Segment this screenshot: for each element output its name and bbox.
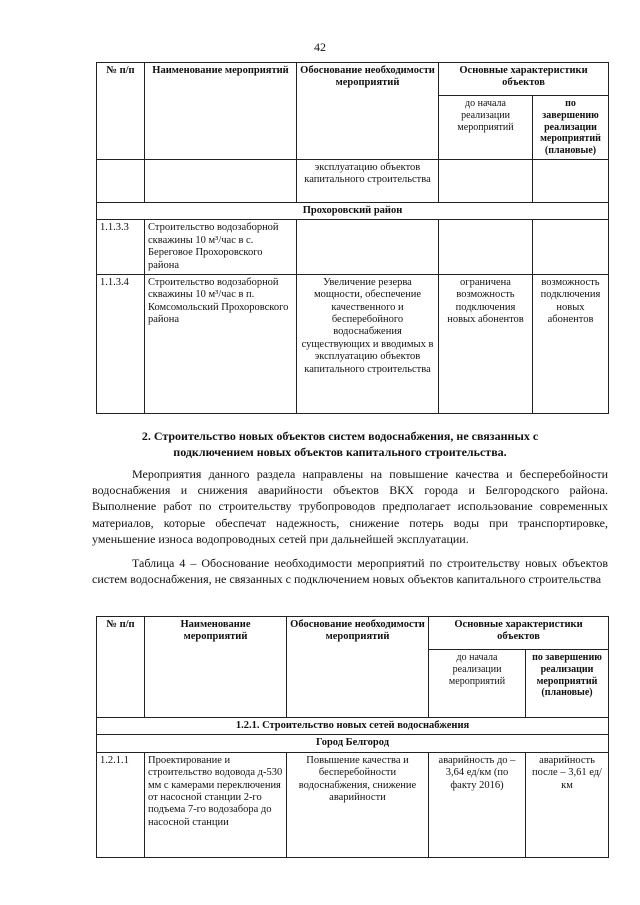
section-row <box>97 718 609 735</box>
table-4 <box>96 616 609 858</box>
header-before: до начала реализации мероприятий <box>439 96 533 160</box>
page-number: 42 <box>314 40 326 54</box>
header-after: по завершению реализации мероприятий (плановые) <box>526 650 609 718</box>
section-title: Прохоровский район <box>97 203 609 220</box>
header-characteristics: Основные характеристики объектов <box>439 63 609 96</box>
section-heading: 2. Строительство новых объектов систем водоснабжения, не связанных с подключением новых объектов капитального строительства. <box>141 429 539 460</box>
header-characteristics: Основные характеристики объектов <box>429 617 609 650</box>
table-row: 1.2.1.1 Проектирование и строительство водовода д-530 мм с камерами переключения от насосной станции 2-го подъема 7-го водозабора до насосной станции Повышение качества и бесперебойности водоснабжения, снижение аварийности аварийность до – 3,64 ед/км (по факту 2016) аварийность после – 3,61 ед/км <box>97 752 609 857</box>
header-num: № п/п <box>97 617 145 718</box>
table-row: эксплуатацию объектов капитального строительства <box>97 160 609 203</box>
section-title: 1.2.1. Строительство новых сетей водоснабжения <box>97 718 609 735</box>
header-name: Наименование мероприятий <box>145 617 287 718</box>
header-justification: Обоснование необходимости мероприятий <box>297 63 439 160</box>
section-row <box>97 735 609 752</box>
section-row <box>97 203 609 220</box>
table-measures-continued <box>96 62 609 414</box>
header-num: № п/п <box>97 63 145 160</box>
header-after: по завершению реализации мероприятий (плановые) <box>533 96 609 160</box>
table-row: 1.1.3.4 Строительство водозаборной скважины 10 м³/час в п. Комсомольский Прохоровского района Увеличение резерва мощности, обеспечение качественного и бесперебойного водоснабжения существующих и вводимых в эксплуатацию объектов капитального строительства ограничена возможность подключения новых абонентов возможность подключения новых абонентов <box>97 274 609 413</box>
body-paragraph: Мероприятия данного раздела направлены на повышение качества и бесперебойности водоснабжения и снижения аварийности объектов ВКХ города и Белгородского района. Выполнение работ по строительству трубопроводов предполагает использование современных материалов, которые обеспечат надежность, снижение потерь воды при транспортировке, уменьшение износа водопроводных сетей при дальнейшей эксплуатации. <box>92 467 608 546</box>
table-row: 1.1.3.3 Строительство водозаборной скважины 10 м³/час в с. Береговое Прохоровского района <box>97 220 609 275</box>
table-header-row <box>97 617 609 650</box>
subsection-title: Город Белгород <box>97 735 609 752</box>
header-name: Наименование мероприятий <box>145 63 297 160</box>
table-caption: Таблица 4 – Обоснование необходимости мероприятий по строительству новых объектов систем водоснабжения, не связанных с подключением новых объектов капитального строительства <box>92 556 608 587</box>
header-justification: Обоснование необходимости мероприятий <box>287 617 429 718</box>
header-before: до начала реализации мероприятий <box>429 650 526 718</box>
table-header-row <box>97 63 609 96</box>
